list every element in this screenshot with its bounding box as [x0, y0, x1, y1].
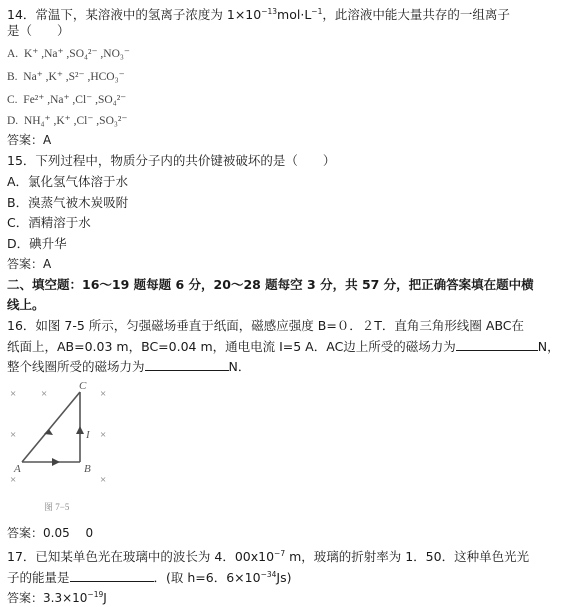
field-cross: ×: [10, 474, 17, 486]
field-cross: ×: [100, 388, 107, 400]
field-cross: ×: [100, 429, 107, 441]
current-arrow-bc: [76, 426, 84, 434]
option-a: A. K⁺ ,Na⁺ ,SO₄²⁻ ,NO₃⁻: [7, 48, 130, 60]
option-b: B．溴蒸气被木炭吸附: [7, 195, 129, 210]
option-d: D. NH₄⁺ ,K⁺ ,Cl⁻ ,SO₃²⁻: [7, 115, 128, 127]
question-14-stem: 14．常温下，某溶液中的氢离子浓度为 $1\times 10^{-13}mol\cdot L^{-1}$，此溶液中能大量共存的一组离子: [7, 7, 510, 23]
question-17-line1: 17．已知某单色光在玻璃中的波长为 4．$00x10^{-7}$ m，玻璃的折射率为 1．50．这种单色光光: [7, 549, 530, 565]
option-d: D．碘升华: [7, 236, 67, 251]
answer-16: 答案：0.05 0: [7, 526, 94, 540]
question-16-line2: 纸面上，AB=0.03 m，BC=0.04 m，通电电流 I=5 A．AC边上所受的磁场力为 N，: [7, 339, 560, 354]
question-16-line1: 16．如图 7-5 所示，匀强磁场垂直于纸面，磁感应强度 B=０．２T．直角三角形线圈 ABC在: [7, 318, 525, 333]
figure-caption: 图 7−5: [44, 502, 70, 512]
field-cross: ×: [41, 388, 48, 400]
option-b: B. Na⁺ ,K⁺ ,S²⁻ ,HCO₃⁻: [7, 71, 125, 83]
question-17-line2: 子的能量是 ．(取 h=6．$6\times 10^{-34}Js$): [7, 570, 292, 586]
answer-17: 答案：$3.3\times 10^{-19}J$: [7, 590, 107, 605]
option-c: C. Fe²⁺ ,Na⁺ ,Cl⁻ ,SO₄²⁻: [7, 94, 127, 106]
option-c: C．酒精溶于水: [7, 215, 91, 230]
vertex-label-b: B: [84, 463, 91, 475]
answer-15: 答案：A: [7, 257, 52, 271]
answer-blank: [456, 338, 538, 351]
side-ac: [22, 392, 80, 462]
field-cross: ×: [10, 388, 17, 400]
vertex-label-c: C: [79, 380, 87, 392]
field-cross: ×: [10, 429, 17, 441]
question-number: 14．: [7, 7, 36, 23]
vertex-label-a: A: [14, 463, 21, 475]
question-16-line3: 整个线圈所受的磁场力为 N．: [7, 359, 251, 374]
option-a: A．氯化氢气体溶于水: [7, 174, 129, 189]
figure-7-5: [0, 378, 140, 518]
question-15-stem: 15．下列过程中，物质分子内的共价键被破坏的是（ ）: [7, 153, 336, 168]
answer-blank: [70, 569, 154, 582]
field-cross: ×: [100, 474, 107, 486]
current-arrow-ca: [44, 429, 53, 435]
current-arrow-ab: [52, 458, 60, 466]
question-14-stem-cont: 是（ ）: [7, 23, 70, 38]
answer-14: 答案：A: [7, 133, 52, 147]
current-label: I: [86, 429, 90, 441]
answer-blank: [145, 358, 229, 371]
section-heading: 二、填空题：16～19 题每题 6 分，20～28 题每空 3 分，共 57 分，把正确答案填在题中横: [7, 277, 534, 292]
section-heading-cont: 线上。: [7, 297, 45, 312]
